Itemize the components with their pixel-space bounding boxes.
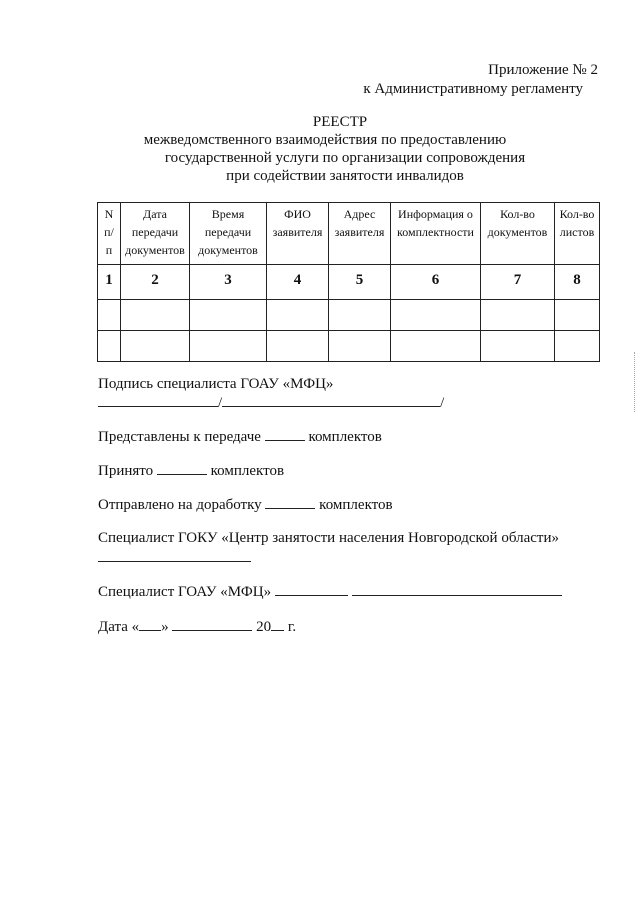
header-text: документов: [125, 243, 185, 257]
name-blank: [222, 393, 440, 407]
header-text: листов: [559, 225, 595, 239]
date-label: Дата «: [98, 619, 140, 635]
title-line-3: государственной услуги по организации сопровождения: [164, 150, 526, 166]
registry-table: [97, 202, 600, 362]
header-cell: [267, 203, 329, 265]
header-text: заявителя: [334, 225, 385, 239]
header-text: Время: [211, 207, 245, 221]
header-text: заявителя: [272, 225, 323, 239]
table-row: [98, 331, 600, 362]
header-text: Адрес: [343, 207, 376, 221]
goau-specialist-line: [98, 582, 562, 602]
empty-cell: [391, 300, 481, 331]
mfc-signature-line: [98, 393, 444, 413]
column-number: 4: [267, 265, 329, 300]
signature-blank: [98, 393, 218, 407]
header-cell: [481, 203, 555, 265]
annex-regulation: к Административному регламенту: [363, 81, 583, 97]
table-row: [98, 300, 600, 331]
goku-signature-line: [98, 548, 251, 568]
day-blank: [139, 617, 161, 631]
header-text: N: [104, 207, 114, 221]
header-text: документов: [198, 243, 258, 257]
empty-cell: [267, 300, 329, 331]
goau-specialist-label: Специалист ГОАУ «МФЦ»: [98, 584, 272, 600]
year-suffix: г.: [287, 619, 297, 635]
slash-mark: /: [218, 395, 223, 411]
accepted-unit: комплектов: [210, 463, 285, 479]
goau-name-blank: [352, 582, 562, 596]
goku-specialist-label: Специалист ГОКУ «Центр занятости населения Новгородской области»: [98, 530, 559, 546]
empty-cell: [555, 300, 600, 331]
header-text: ФИО: [284, 207, 311, 221]
header-cell: [555, 203, 600, 265]
month-blank: [172, 617, 252, 631]
empty-cell: [267, 331, 329, 362]
column-number: 1: [98, 265, 121, 300]
column-number: 2: [121, 265, 190, 300]
rework-unit: комплектов: [319, 497, 393, 513]
header-text: передачи: [204, 225, 252, 239]
mfc-signature-label: Подпись специалиста ГОАУ «МФЦ»: [98, 376, 334, 392]
header-cell: [121, 203, 190, 265]
empty-cell: [190, 300, 267, 331]
header-text: Кол-во: [500, 207, 535, 221]
rework-line: [98, 495, 393, 515]
goku-signature-blank: [98, 548, 251, 562]
year-prefix: 20: [256, 619, 272, 635]
annex-number: Приложение № 2: [488, 62, 598, 78]
accepted-count-blank: [157, 461, 207, 475]
empty-cell: [481, 300, 555, 331]
empty-cell: [121, 300, 190, 331]
presented-unit: комплектов: [308, 429, 382, 445]
annex-reference: [363, 61, 598, 99]
header-cell: [329, 203, 391, 265]
column-number: 7: [481, 265, 555, 300]
empty-cell: [555, 331, 600, 362]
table-header-row: [98, 203, 600, 265]
empty-cell: [121, 331, 190, 362]
column-number: 3: [190, 265, 267, 300]
column-number: 8: [555, 265, 600, 300]
header-text: комплектности: [397, 225, 474, 239]
slash-mark: /: [440, 395, 445, 411]
header-text: Дата: [143, 207, 167, 221]
title-line-4: при содействии занятости инвалидов: [226, 168, 464, 184]
header-cell: [190, 203, 267, 265]
goau-signature-blank: [275, 582, 348, 596]
column-number: 6: [391, 265, 481, 300]
table-number-row: [98, 265, 600, 300]
presented-line: [98, 427, 382, 447]
title-heading: РЕЕСТР: [312, 114, 368, 130]
header-text: п/: [104, 225, 114, 239]
presented-count-blank: [265, 427, 305, 441]
header-text: Кол-во: [559, 207, 595, 221]
empty-cell: [329, 300, 391, 331]
header-text: передачи: [131, 225, 179, 239]
empty-cell: [391, 331, 481, 362]
empty-cell: [190, 331, 267, 362]
header-text: Информация о: [398, 207, 473, 221]
empty-cell: [481, 331, 555, 362]
scan-artifact: [634, 352, 636, 412]
title-line-2: межведомственного взаимодействия по предоставлению: [143, 132, 507, 148]
accepted-line: [98, 461, 284, 481]
year-blank: [271, 617, 284, 631]
empty-cell: [98, 300, 121, 331]
rework-count-blank: [265, 495, 315, 509]
presented-label: Представлены к передаче: [98, 429, 261, 445]
empty-cell: [329, 331, 391, 362]
date-line: [98, 617, 296, 637]
header-cell: [98, 203, 121, 265]
document-title: [100, 113, 580, 185]
rework-label: Отправлено на доработку: [98, 497, 262, 513]
empty-cell: [98, 331, 121, 362]
header-text: документов: [487, 225, 548, 239]
accepted-label: Принято: [98, 463, 154, 479]
column-number: 5: [329, 265, 391, 300]
header-text: п: [105, 243, 113, 257]
date-quote-close: »: [161, 619, 169, 635]
header-cell: [391, 203, 481, 265]
